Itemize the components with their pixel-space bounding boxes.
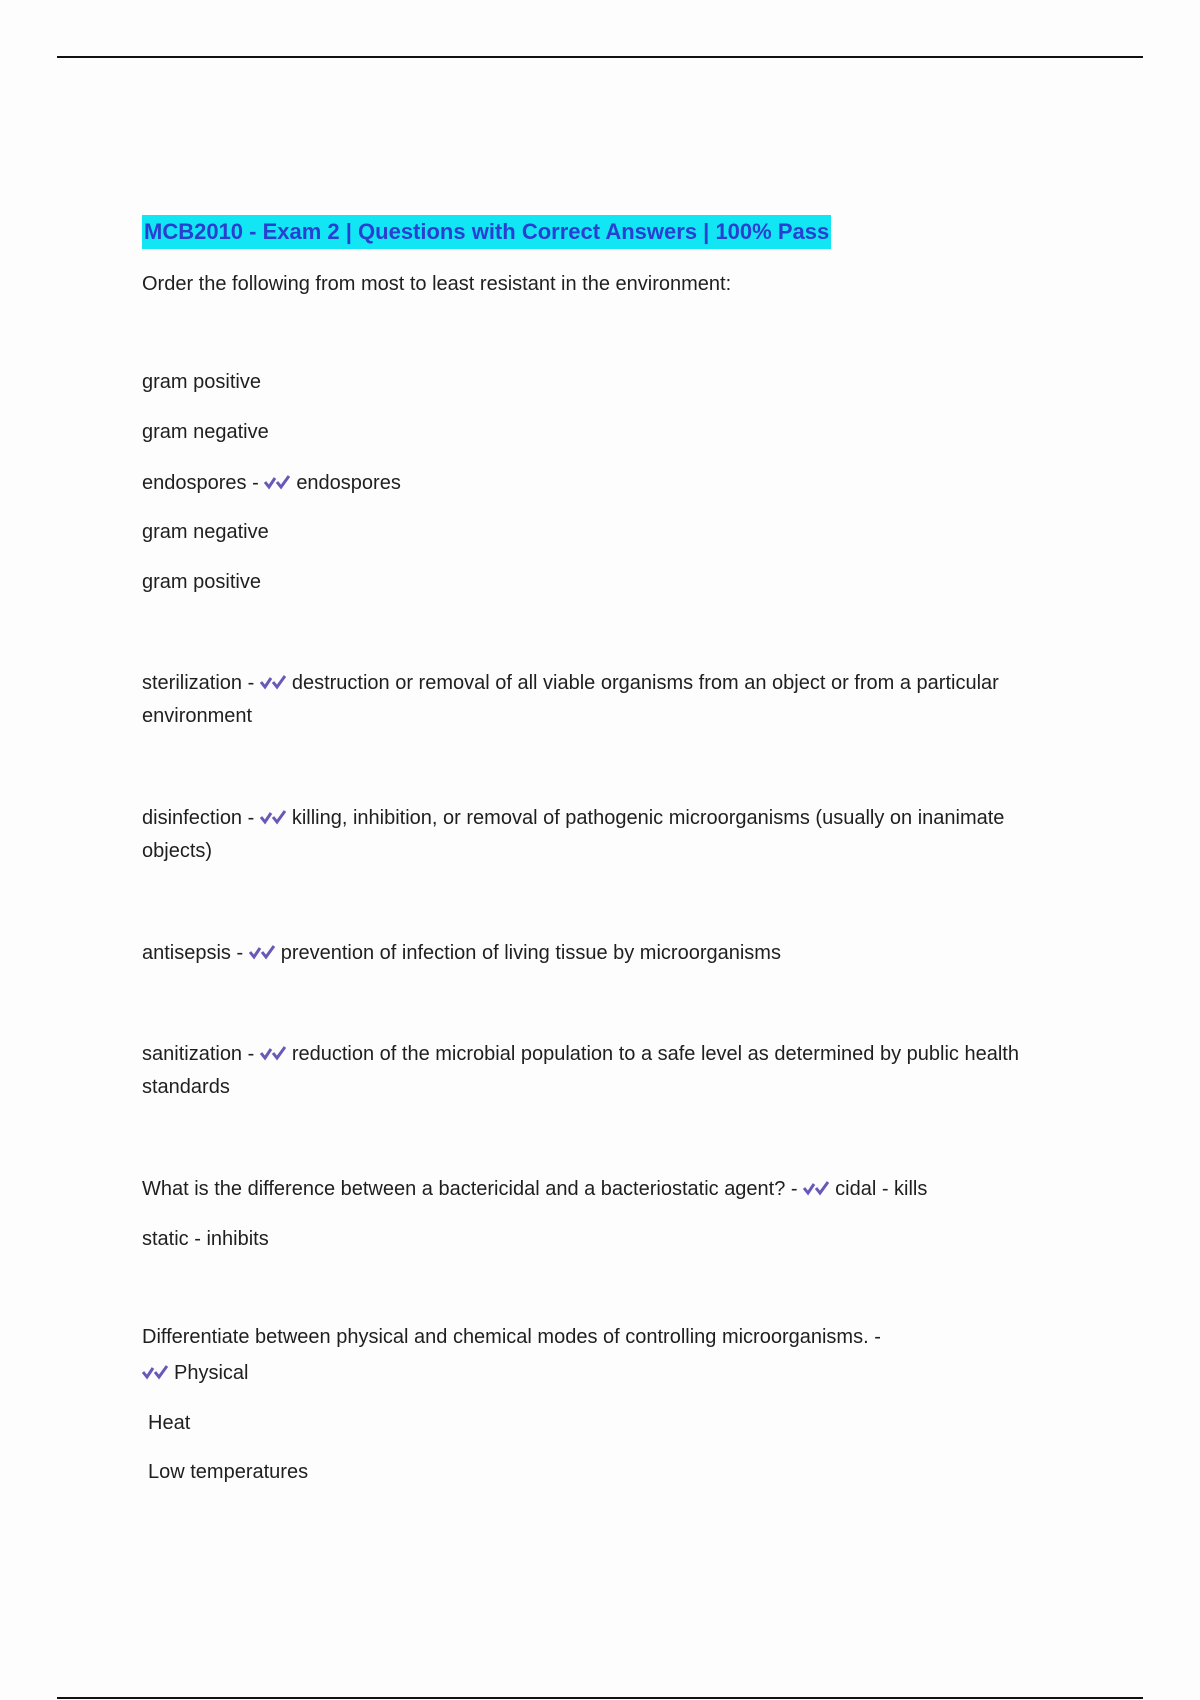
double-checkmark-icon <box>142 1362 168 1382</box>
q1-answer-line <box>142 467 401 500</box>
bottom-rule <box>57 1697 1143 1699</box>
term-label: sterilization - <box>142 672 255 694</box>
definition-text: prevention of infection of living tissue by microorganisms <box>280 942 781 964</box>
double-checkmark-icon <box>803 1178 829 1198</box>
top-rule <box>57 56 1143 58</box>
double-checkmark-icon <box>260 672 286 692</box>
answer-text: cidal - kills <box>835 1178 928 1200</box>
q1-line-5: gram positive <box>142 571 261 593</box>
definition-text: reduction of the microbial population to a safe level as determined by public health standards <box>142 1043 1019 1098</box>
modes-answer-line <box>142 1357 248 1390</box>
bactericidal-question-line <box>142 1173 927 1206</box>
disinfection-entry <box>142 802 1042 868</box>
sterilization-entry <box>142 667 1042 733</box>
question-text: What is the difference between a bactericidal and a bacteriostatic agent? - <box>142 1178 798 1200</box>
modes-question: Differentiate between physical and chemical modes of controlling microorganisms. - <box>142 1326 881 1348</box>
modes-answer-2: Heat <box>148 1412 191 1434</box>
q1-answer: endospores <box>296 472 401 494</box>
double-checkmark-icon <box>260 1043 286 1063</box>
q1-line-1: gram positive <box>142 371 261 393</box>
antisepsis-entry <box>142 937 781 970</box>
q1-line-2: gram negative <box>142 421 269 443</box>
answer-text: Physical <box>174 1362 249 1384</box>
bactericidal-answer-2: static - inhibits <box>142 1228 269 1250</box>
document-title: MCB2010 - Exam 2 | Questions with Correct Answers | 100% Pass <box>142 215 831 249</box>
q1-line-4: gram negative <box>142 521 269 543</box>
term-label: sanitization - <box>142 1043 255 1065</box>
modes-answer-3: Low temperatures <box>148 1461 309 1483</box>
double-checkmark-icon <box>264 472 290 492</box>
definition-text: killing, inhibition, or removal of pathogenic microorganisms (usually on inanimate objects) <box>142 807 1005 862</box>
sanitization-entry <box>142 1038 1042 1104</box>
term-label: antisepsis - <box>142 942 244 964</box>
term-label: disinfection - <box>142 807 255 829</box>
definition-text: destruction or removal of all viable organisms from an object or from a particular environment <box>142 672 999 727</box>
double-checkmark-icon <box>260 807 286 827</box>
q1-answer-prefix: endospores - <box>142 472 259 494</box>
double-checkmark-icon <box>249 942 275 962</box>
title-line <box>142 215 831 250</box>
q1-prompt: Order the following from most to least resistant in the environment: <box>142 273 732 295</box>
